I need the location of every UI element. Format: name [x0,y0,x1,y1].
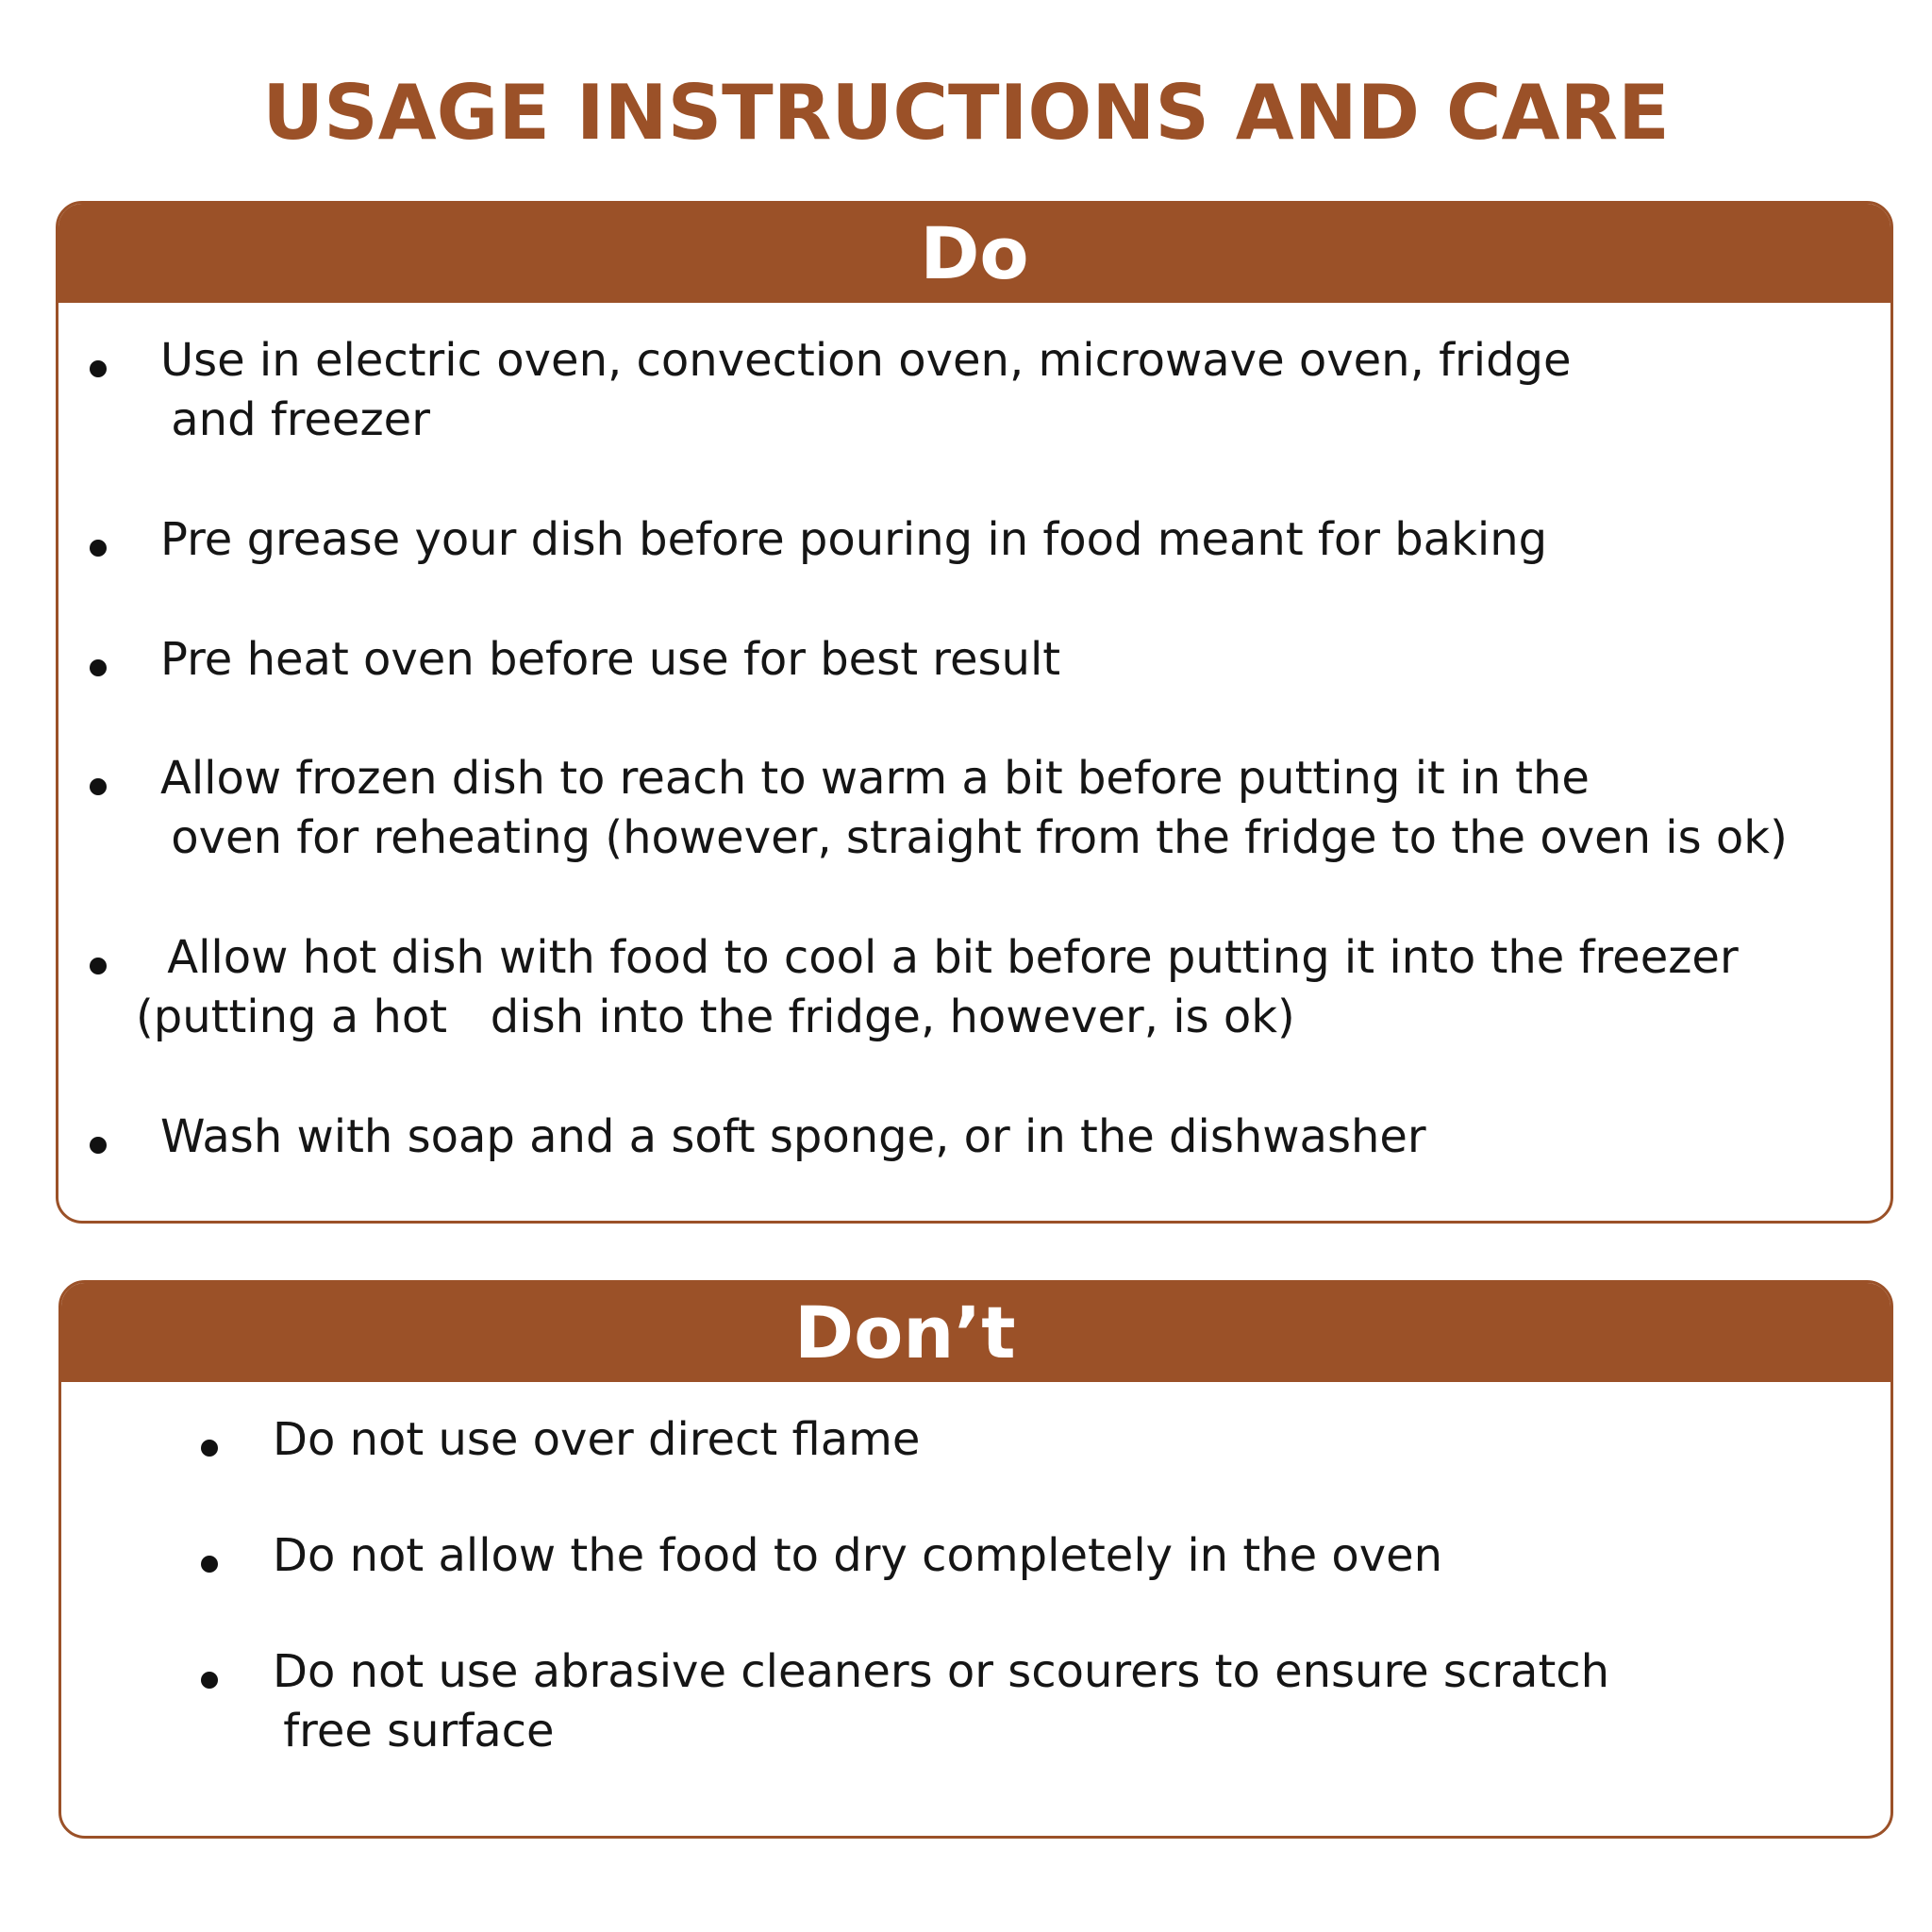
do-item-5 [58,928,1889,1051]
do-item-6-line-1: Wash with soap and a soft sponge, or in the dishwasher [160,1110,1426,1163]
dont-panel [58,1280,1893,1839]
dont-item-3 [61,1642,1887,1765]
do-item-2 [58,510,1889,572]
bullet-icon [90,778,107,795]
bullet-icon [201,1556,218,1573]
do-item-6 [58,1108,1889,1169]
do-item-4-line-2: oven for reheating (however, straight from the fridge to the oven is ok) [157,811,1788,864]
bullet-icon [201,1672,218,1689]
dont-item-2-line-1: Do not allow the food to dry completely in the oven [273,1529,1443,1582]
dont-item-2 [61,1526,1887,1588]
do-item-1 [58,331,1889,454]
do-heading: Do [58,204,1890,303]
bullet-icon [201,1440,218,1457]
dont-heading: Don’t [61,1283,1890,1382]
do-item-4-line-1: Allow frozen dish to reach to warm a bit before putting it in the [160,752,1590,805]
dont-item-3-line-2: free surface [269,1705,555,1757]
page-title: USAGE INSTRUCTIONS AND CARE [262,69,1670,157]
bullet-icon [90,360,107,377]
do-item-5-line-1: Allow hot dish with food to cool a bit before putting it into the freezer [153,931,1739,984]
bullet-icon [90,540,107,557]
bullet-icon [90,1137,107,1154]
do-item-3-line-1: Pre heat oven before use for best result [160,633,1061,686]
dont-item-1-line-1: Do not use over direct flame [273,1413,921,1466]
do-item-4 [58,749,1889,872]
bullet-icon [90,958,107,974]
do-item-2-line-1: Pre grease your dish before pouring in food meant for baking [160,513,1548,566]
do-panel [56,201,1893,1224]
do-item-3 [58,630,1889,691]
do-item-5-line-2: (putting a hot dish into the fridge, however, is ok) [136,991,1295,1043]
dont-item-1 [61,1410,1887,1472]
do-item-1-line-2: and freezer [157,393,430,446]
bullet-icon [90,659,107,676]
dont-item-3-line-1: Do not use abrasive cleaners or scourers to ensure scratch [273,1645,1610,1698]
do-item-1-line-1: Use in electric oven, convection oven, microwave oven, fridge [160,334,1572,387]
